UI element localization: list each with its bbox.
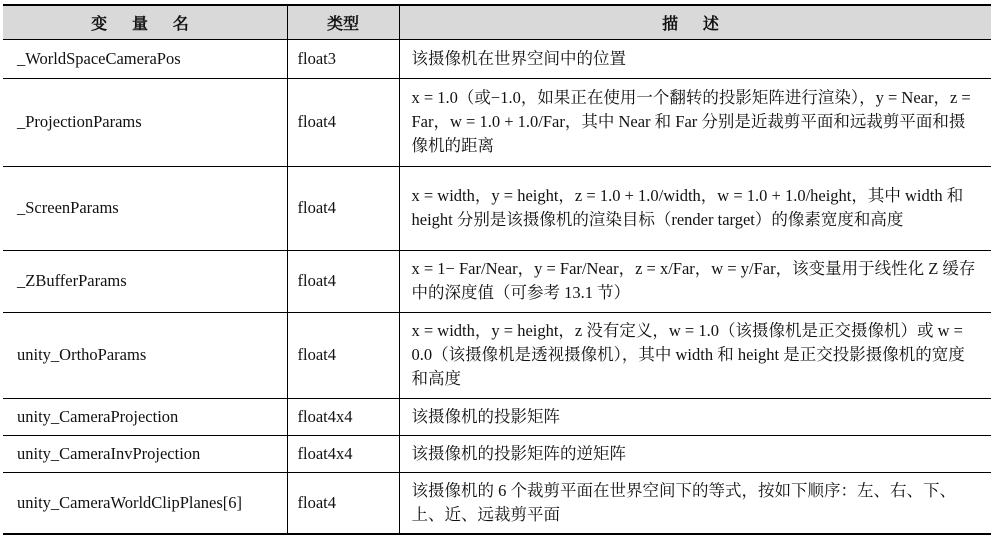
- cell-name: unity_CameraInvProjection: [3, 435, 287, 472]
- cell-name: _ProjectionParams: [3, 78, 287, 166]
- cell-type: float4: [287, 166, 399, 250]
- cell-name: unity_CameraProjection: [3, 398, 287, 435]
- table-row: [3, 398, 991, 435]
- header-name: 变 量 名: [3, 5, 287, 39]
- cell-desc: 该摄像机在世界空间中的位置: [399, 39, 991, 78]
- header-type: 类型: [287, 5, 399, 39]
- header-row: [3, 5, 991, 39]
- cell-type: float4: [287, 78, 399, 166]
- cell-desc: 该摄像机的 6 个裁剪平面在世界空间下的等式，按如下顺序：左、右、下、上、近、远裁剪平面: [399, 472, 991, 534]
- table-row: [3, 312, 991, 398]
- cell-desc: x = 1− Far/Near，y = Far/Near，z = x/Far，w = y/Far，该变量用于线性化 Z 缓存中的深度值（可参考 13.1 节）: [399, 250, 991, 312]
- cell-desc: x = 1.0（或−1.0，如果正在使用一个翻转的投影矩阵进行渲染），y = Near，z = Far，w = 1.0 + 1.0/Far，其中 Near 和 Far 分别是近裁剪平面和远裁剪平面和摄像机的距离: [399, 78, 991, 166]
- table-row: [3, 39, 991, 78]
- cell-desc: 该摄像机的投影矩阵: [399, 398, 991, 435]
- header-desc: 描 述: [399, 5, 991, 39]
- cell-name: _ScreenParams: [3, 166, 287, 250]
- cell-type: float4: [287, 472, 399, 534]
- cell-name: _WorldSpaceCameraPos: [3, 39, 287, 78]
- cell-type: float4x4: [287, 435, 399, 472]
- table-row: [3, 435, 991, 472]
- cell-desc: 该摄像机的投影矩阵的逆矩阵: [399, 435, 991, 472]
- cell-type: float3: [287, 39, 399, 78]
- cell-name: unity_CameraWorldClipPlanes[6]: [3, 472, 287, 534]
- cell-name: unity_OrthoParams: [3, 312, 287, 398]
- table-row: [3, 472, 991, 534]
- cell-type: float4x4: [287, 398, 399, 435]
- table-row: [3, 78, 991, 166]
- cell-desc: x = width，y = height，z = 1.0 + 1.0/width，w = 1.0 + 1.0/height，其中 width 和 height 分别是该摄像机的渲染目标（render target）的像素宽度和高度: [399, 166, 991, 250]
- table-header: [3, 5, 991, 39]
- table-row: [3, 166, 991, 250]
- cell-desc: x = width，y = height，z 没有定义，w = 1.0（该摄像机是正交摄像机）或 w = 0.0（该摄像机是透视摄像机），其中 width 和 height 是正交投影摄像机的宽度和高度: [399, 312, 991, 398]
- camera-variables-table: [3, 4, 991, 535]
- cell-type: float4: [287, 312, 399, 398]
- table-row: [3, 250, 991, 312]
- cell-type: float4: [287, 250, 399, 312]
- table-body: [3, 39, 991, 534]
- cell-name: _ZBufferParams: [3, 250, 287, 312]
